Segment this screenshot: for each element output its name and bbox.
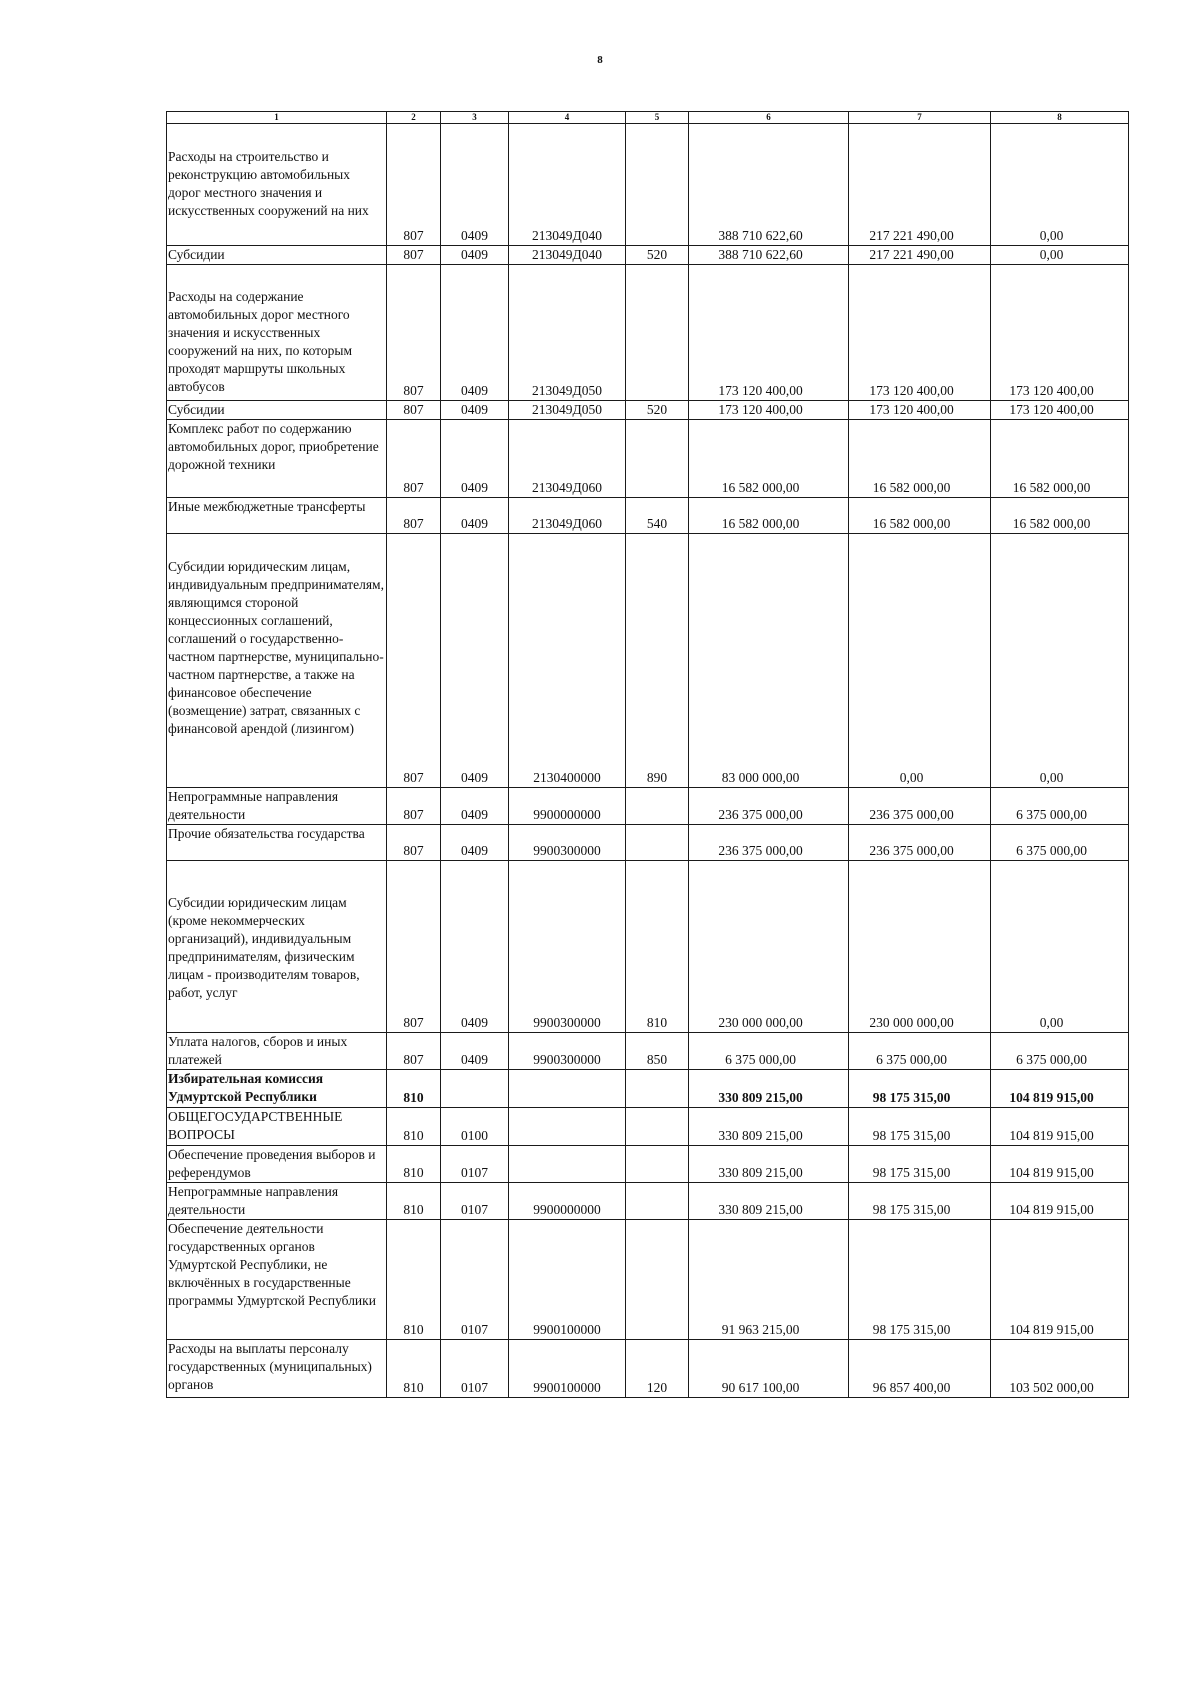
cell-code-ministry: 807: [387, 861, 441, 1033]
cell-code-expense-type: 520: [626, 401, 689, 420]
table-row: [167, 825, 1129, 861]
row-name: Избирательная комиссия Удмуртской Республики: [167, 1070, 387, 1108]
cell-code-target: 9900300000: [509, 861, 626, 1033]
cell-amount-2: 173 120 400,00: [849, 265, 991, 401]
table-row: [167, 1070, 1129, 1108]
cell-code-section: 0409: [441, 246, 509, 265]
cell-code-ministry: 807: [387, 124, 441, 246]
cell-amount-3: 104 819 915,00: [991, 1108, 1129, 1146]
cell-code-ministry: 807: [387, 1033, 441, 1070]
cell-amount-2: 96 857 400,00: [849, 1340, 991, 1398]
cell-amount-1: 388 710 622,60: [689, 246, 849, 265]
cell-amount-2: 98 175 315,00: [849, 1183, 991, 1220]
cell-amount-2: 217 221 490,00: [849, 124, 991, 246]
cell-code-target: 213049Д050: [509, 401, 626, 420]
cell-code-target: 213049Д050: [509, 265, 626, 401]
row-name: Субсидии: [167, 401, 387, 420]
cell-code-expense-type: 520: [626, 246, 689, 265]
table-row: [167, 861, 1129, 1033]
row-name: Субсидии юридическим лицам, индивидуальным предпринимателям, являющимся стороной концессионных соглашений, соглашений о государственно-частном партнерстве, муниципально-частном партнерстве, а также на финансовое обеспечение (возмещение) затрат, связанных с финансовой арендой (лизингом): [167, 534, 387, 788]
cell-code-section: 0107: [441, 1340, 509, 1398]
cell-code-target: 9900300000: [509, 825, 626, 861]
column-number: 5: [626, 112, 689, 124]
cell-amount-3: 104 819 915,00: [991, 1183, 1129, 1220]
cell-amount-1: 388 710 622,60: [689, 124, 849, 246]
table-row: [167, 1183, 1129, 1220]
cell-code-section: 0409: [441, 1033, 509, 1070]
cell-code-ministry: 810: [387, 1220, 441, 1340]
cell-code-ministry: 807: [387, 401, 441, 420]
cell-code-target: 213049Д040: [509, 246, 626, 265]
cell-code-target: 213049Д060: [509, 420, 626, 498]
cell-amount-2: 98 175 315,00: [849, 1070, 991, 1108]
cell-amount-3: 0,00: [991, 124, 1129, 246]
cell-code-expense-type: [626, 265, 689, 401]
cell-code-target: 213049Д040: [509, 124, 626, 246]
cell-code-ministry: 807: [387, 788, 441, 825]
cell-amount-3: 16 582 000,00: [991, 498, 1129, 534]
cell-amount-2: 230 000 000,00: [849, 861, 991, 1033]
cell-code-ministry: 807: [387, 825, 441, 861]
cell-amount-3: 6 375 000,00: [991, 788, 1129, 825]
cell-code-section: 0107: [441, 1220, 509, 1340]
cell-amount-1: 90 617 100,00: [689, 1340, 849, 1398]
cell-code-ministry: 810: [387, 1108, 441, 1146]
row-name: Расходы на выплаты персоналу государственных (муниципальных) органов: [167, 1340, 387, 1398]
column-number-row: [167, 112, 1129, 124]
cell-code-expense-type: 810: [626, 861, 689, 1033]
cell-amount-3: 104 819 915,00: [991, 1070, 1129, 1108]
cell-code-expense-type: [626, 420, 689, 498]
row-name: Обеспечение деятельности государственных органов Удмуртской Республики, не включённых в государственные программы Удмуртской Республики: [167, 1220, 387, 1340]
cell-amount-1: 330 809 215,00: [689, 1070, 849, 1108]
row-name: Непрограммные направления деятельности: [167, 1183, 387, 1220]
budget-table: [166, 111, 1129, 1398]
cell-amount-3: 16 582 000,00: [991, 420, 1129, 498]
cell-amount-1: 173 120 400,00: [689, 401, 849, 420]
table-row: [167, 788, 1129, 825]
cell-code-ministry: 810: [387, 1146, 441, 1183]
cell-amount-2: 6 375 000,00: [849, 1033, 991, 1070]
cell-code-section: 0409: [441, 534, 509, 788]
table-row: [167, 265, 1129, 401]
table-row: [167, 246, 1129, 265]
cell-amount-1: 330 809 215,00: [689, 1146, 849, 1183]
cell-amount-3: 173 120 400,00: [991, 401, 1129, 420]
cell-code-section: 0107: [441, 1183, 509, 1220]
cell-amount-1: 236 375 000,00: [689, 788, 849, 825]
cell-code-target: 9900000000: [509, 1183, 626, 1220]
cell-amount-3: 6 375 000,00: [991, 825, 1129, 861]
cell-code-target: 213049Д060: [509, 498, 626, 534]
cell-amount-1: 330 809 215,00: [689, 1183, 849, 1220]
cell-amount-3: 103 502 000,00: [991, 1340, 1129, 1398]
row-name: Субсидии юридическим лицам (кроме некоммерческих организаций), индивидуальным предпринимателям, физическим лицам - производителям товаров, работ, услуг: [167, 861, 387, 1033]
table-row: [167, 534, 1129, 788]
cell-amount-3: 0,00: [991, 246, 1129, 265]
table-row: [167, 1340, 1129, 1398]
cell-amount-3: 104 819 915,00: [991, 1220, 1129, 1340]
cell-code-ministry: 807: [387, 498, 441, 534]
row-name: Иные межбюджетные трансферты: [167, 498, 387, 534]
cell-code-expense-type: 890: [626, 534, 689, 788]
cell-code-expense-type: [626, 788, 689, 825]
cell-amount-2: 98 175 315,00: [849, 1220, 991, 1340]
cell-code-expense-type: [626, 1183, 689, 1220]
cell-amount-1: 83 000 000,00: [689, 534, 849, 788]
cell-amount-2: 217 221 490,00: [849, 246, 991, 265]
cell-amount-1: 6 375 000,00: [689, 1033, 849, 1070]
row-name: Расходы на содержание автомобильных дорог местного значения и искусственных сооружений на них, по которым проходят маршруты школьных автобусов: [167, 265, 387, 401]
cell-code-section: 0409: [441, 825, 509, 861]
cell-amount-1: 330 809 215,00: [689, 1108, 849, 1146]
cell-code-section: 0409: [441, 420, 509, 498]
cell-amount-2: 0,00: [849, 534, 991, 788]
cell-amount-3: 104 819 915,00: [991, 1146, 1129, 1183]
cell-amount-3: 173 120 400,00: [991, 265, 1129, 401]
cell-code-section: 0409: [441, 861, 509, 1033]
cell-amount-2: 98 175 315,00: [849, 1108, 991, 1146]
cell-code-section: 0409: [441, 498, 509, 534]
cell-code-expense-type: [626, 1070, 689, 1108]
table-row: [167, 124, 1129, 246]
cell-code-ministry: 807: [387, 265, 441, 401]
cell-amount-1: 236 375 000,00: [689, 825, 849, 861]
cell-code-expense-type: [626, 1108, 689, 1146]
cell-amount-2: 98 175 315,00: [849, 1146, 991, 1183]
cell-amount-2: 236 375 000,00: [849, 825, 991, 861]
cell-amount-3: 6 375 000,00: [991, 1033, 1129, 1070]
cell-amount-3: 0,00: [991, 534, 1129, 788]
cell-code-expense-type: 540: [626, 498, 689, 534]
cell-code-ministry: 810: [387, 1340, 441, 1398]
cell-code-ministry: 810: [387, 1070, 441, 1108]
cell-code-target: 9900100000: [509, 1340, 626, 1398]
cell-code-ministry: 807: [387, 534, 441, 788]
cell-amount-1: 16 582 000,00: [689, 420, 849, 498]
cell-amount-3: 0,00: [991, 861, 1129, 1033]
cell-code-expense-type: [626, 1146, 689, 1183]
cell-code-target: 2130400000: [509, 534, 626, 788]
column-number: 7: [849, 112, 991, 124]
cell-code-target: 9900000000: [509, 788, 626, 825]
table-row: [167, 1146, 1129, 1183]
table-row: [167, 1033, 1129, 1070]
row-name: Субсидии: [167, 246, 387, 265]
cell-code-expense-type: 120: [626, 1340, 689, 1398]
cell-code-section: 0409: [441, 265, 509, 401]
column-number: 6: [689, 112, 849, 124]
cell-code-expense-type: [626, 1220, 689, 1340]
cell-code-section: 0100: [441, 1108, 509, 1146]
cell-amount-1: 16 582 000,00: [689, 498, 849, 534]
cell-amount-1: 91 963 215,00: [689, 1220, 849, 1340]
cell-code-target: 9900100000: [509, 1220, 626, 1340]
cell-code-section: 0409: [441, 401, 509, 420]
cell-code-ministry: 807: [387, 246, 441, 265]
cell-code-target: 9900300000: [509, 1033, 626, 1070]
table-row: [167, 1220, 1129, 1340]
table-row: [167, 498, 1129, 534]
row-name: ОБЩЕГОСУДАРСТВЕННЫЕ ВОПРОСЫ: [167, 1108, 387, 1146]
column-number: 4: [509, 112, 626, 124]
cell-code-section: 0107: [441, 1146, 509, 1183]
cell-amount-2: 236 375 000,00: [849, 788, 991, 825]
row-name: Комплекс работ по содержанию автомобильных дорог, приобретение дорожной техники: [167, 420, 387, 498]
cell-code-section: 0409: [441, 788, 509, 825]
row-name: Прочие обязательства государства: [167, 825, 387, 861]
cell-code-section: 0409: [441, 124, 509, 246]
table-row: [167, 401, 1129, 420]
cell-amount-2: 173 120 400,00: [849, 401, 991, 420]
cell-code-target: [509, 1070, 626, 1108]
cell-code-ministry: 807: [387, 420, 441, 498]
column-number: 1: [167, 112, 387, 124]
cell-code-section: [441, 1070, 509, 1108]
cell-amount-2: 16 582 000,00: [849, 498, 991, 534]
cell-code-ministry: 810: [387, 1183, 441, 1220]
row-name: Непрограммные направления деятельности: [167, 788, 387, 825]
cell-amount-1: 173 120 400,00: [689, 265, 849, 401]
page-number: 8: [597, 54, 603, 66]
cell-amount-1: 230 000 000,00: [689, 861, 849, 1033]
cell-code-target: [509, 1146, 626, 1183]
row-name: Обеспечение проведения выборов и референдумов: [167, 1146, 387, 1183]
row-name: Уплата налогов, сборов и иных платежей: [167, 1033, 387, 1070]
row-name: Расходы на строительство и реконструкцию автомобильных дорог местного значения и искусственных сооружений на них: [167, 124, 387, 246]
cell-code-target: [509, 1108, 626, 1146]
cell-amount-2: 16 582 000,00: [849, 420, 991, 498]
cell-code-expense-type: [626, 124, 689, 246]
column-number: 3: [441, 112, 509, 124]
cell-code-expense-type: 850: [626, 1033, 689, 1070]
column-number: 8: [991, 112, 1129, 124]
cell-code-expense-type: [626, 825, 689, 861]
table-row: [167, 1108, 1129, 1146]
column-number: 2: [387, 112, 441, 124]
table-row: [167, 420, 1129, 498]
